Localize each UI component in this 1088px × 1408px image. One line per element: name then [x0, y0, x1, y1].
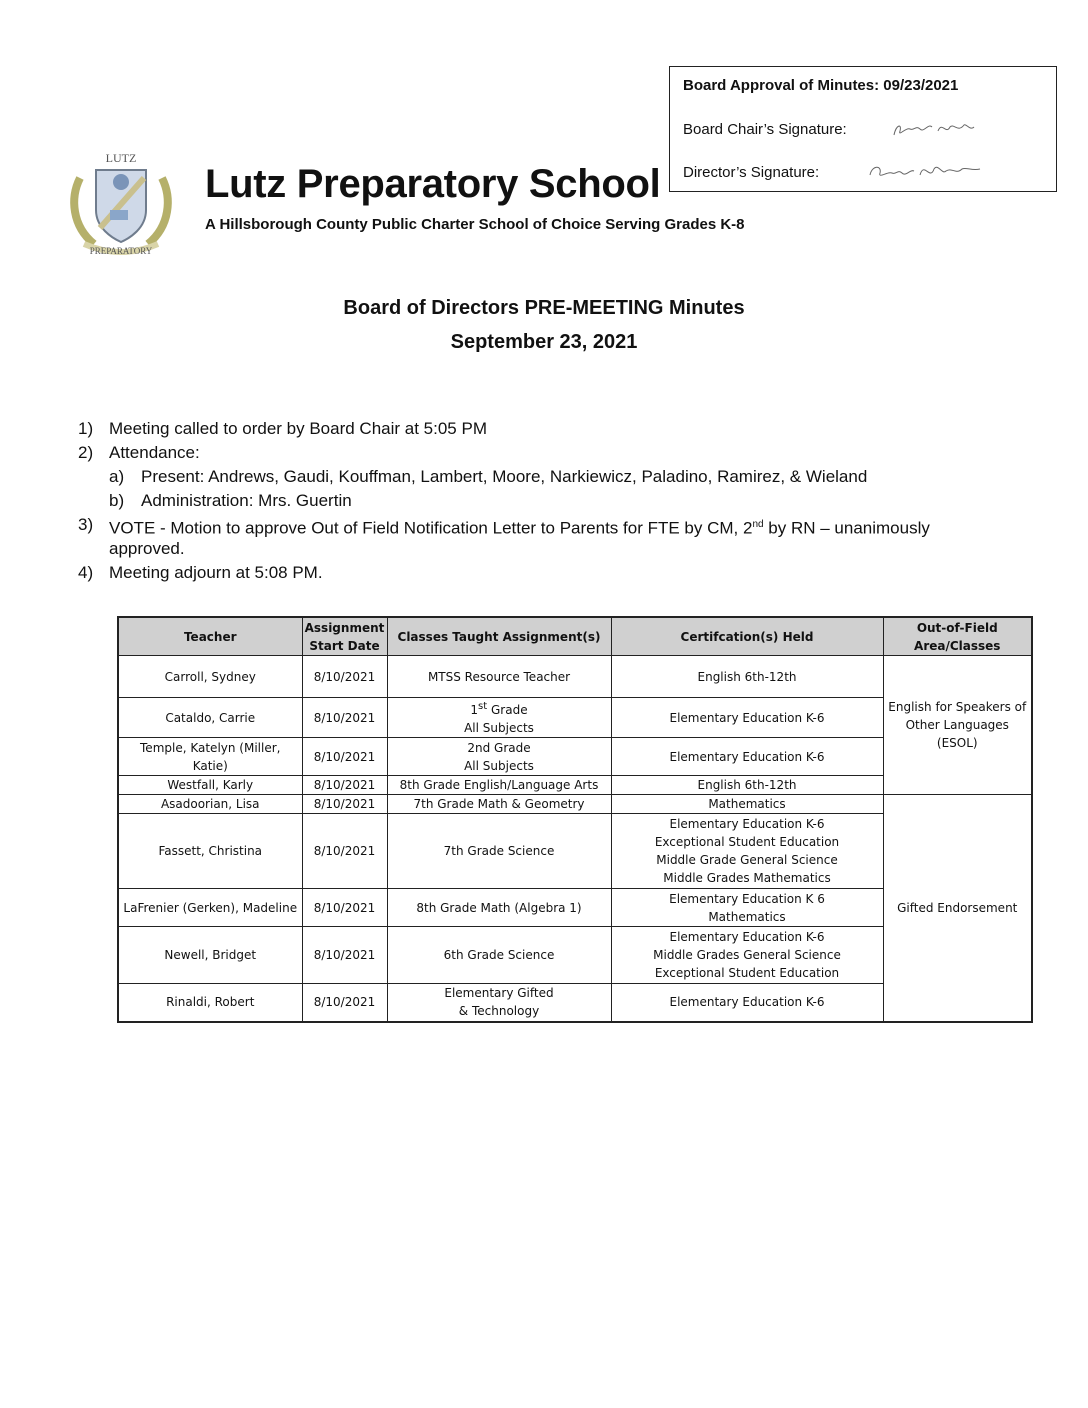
school-name: Lutz Preparatory School [205, 162, 661, 206]
cell-classes: 2nd Grade All Subjects [387, 738, 611, 776]
approval-box [669, 66, 1057, 192]
cell-date: 8/10/2021 [302, 776, 387, 795]
chair-signature-label: Board Chair’s Signature: [683, 121, 847, 138]
table-row [118, 795, 1032, 814]
cell-classes: 8th Grade English/Language Arts [387, 776, 611, 795]
approval-date-label: Board Approval of Minutes: 09/23/2021 [683, 77, 959, 94]
attendance-administration: Administration: Mrs. Guertin [141, 491, 352, 510]
cell-date: 8/10/2021 [302, 656, 387, 698]
cell-teacher: Cataldo, Carrie [118, 698, 302, 738]
cell-certs: Elementary Education K-6 [611, 698, 883, 738]
cell-teacher: Westfall, Karly [118, 776, 302, 795]
header-out-of-field: Out-of-Field Area/Classes [883, 617, 1032, 656]
sub-item-letter: a) [109, 467, 125, 486]
sub-item-letter: b) [109, 491, 125, 510]
header-start-date: Assignment Start Date [302, 617, 387, 656]
cell-teacher: Fassett, Christina [118, 814, 302, 889]
table-header-row [118, 617, 1032, 656]
header-certifications: Certifcation(s) Held [611, 617, 883, 656]
cell-certs: Elementary Education K 6 Mathematics [611, 889, 883, 927]
cell-certs: Elementary Education K-6 Exceptional Student Education Middle Grade General Science Middle Grades Mathematics [611, 814, 883, 889]
cell-teacher: Newell, Bridget [118, 927, 302, 984]
cell-date: 8/10/2021 [302, 698, 387, 738]
cell-classes: 7th Grade Math & Geometry [387, 795, 611, 814]
cell-date: 8/10/2021 [302, 738, 387, 776]
cell-out-of-field-esol: English for Speakers of Other Languages (ESOL) [883, 656, 1032, 795]
cell-teacher: Asadoorian, Lisa [118, 795, 302, 814]
cell-out-of-field-gifted: Gifted Endorsement [883, 795, 1032, 1022]
minutes-item-call-to-order: Meeting called to order by Board Chair at 5:05 PM [109, 419, 487, 438]
cell-classes: Elementary Gifted & Technology [387, 984, 611, 1022]
cell-certs: English 6th-12th [611, 776, 883, 795]
cell-classes: 8th Grade Math (Algebra 1) [387, 889, 611, 927]
cell-classes: 1st Grade All Subjects [387, 698, 611, 738]
out-of-field-table [117, 616, 1033, 1023]
item-number: 1) [78, 419, 94, 438]
director-signature-label: Director’s Signature: [683, 164, 820, 181]
header-teacher: Teacher [118, 617, 302, 656]
cell-date: 8/10/2021 [302, 927, 387, 984]
minutes-item-vote-cont: approved. [109, 539, 185, 558]
school-crest-logo [64, 148, 178, 256]
cell-teacher: Carroll, Sydney [118, 656, 302, 698]
item-number: 3) [78, 515, 94, 534]
minutes-item-attendance: Attendance: [109, 443, 200, 462]
cell-certs: Mathematics [611, 795, 883, 814]
table-row [118, 656, 1032, 698]
cell-teacher: Temple, Katelyn (Miller, Katie) [118, 738, 302, 776]
minutes-item-vote: VOTE - Motion to approve Out of Field Notification Letter to Parents for FTE by CM, 2nd by RN – unanimously [109, 518, 930, 538]
cell-certs: Elementary Education K-6 [611, 984, 883, 1022]
cell-classes: 7th Grade Science [387, 814, 611, 889]
director-signature-image [866, 159, 986, 183]
cell-date: 8/10/2021 [302, 984, 387, 1022]
item-number: 4) [78, 563, 94, 582]
attendance-present: Present: Andrews, Gaudi, Kouffman, Lambert, Moore, Narkiewicz, Paladino, Ramirez, & Wieland [141, 467, 868, 486]
cell-teacher: LaFrenier (Gerken), Madeline [118, 889, 302, 927]
document-title: Board of Directors PRE-MEETING Minutes [343, 297, 745, 319]
logo-bottom-text: PREPARATORY [89, 246, 153, 256]
school-tagline: A Hillsborough County Public Charter School of Choice Serving Grades K-8 [205, 216, 745, 233]
cell-teacher: Rinaldi, Robert [118, 984, 302, 1022]
cell-date: 8/10/2021 [302, 889, 387, 927]
logo-top-text: LUTZ [105, 151, 137, 165]
meeting-date: September 23, 2021 [450, 331, 638, 353]
cell-classes: 6th Grade Science [387, 927, 611, 984]
cell-certs: English 6th-12th [611, 656, 883, 698]
chair-signature-image [866, 117, 986, 141]
cell-classes: MTSS Resource Teacher [387, 656, 611, 698]
cell-certs: Elementary Education K-6 [611, 738, 883, 776]
cell-certs: Elementary Education K-6 Middle Grades General Science Exceptional Student Education [611, 927, 883, 984]
minutes-item-adjourn: Meeting adjourn at 5:08 PM. [109, 563, 323, 582]
header-classes: Classes Taught Assignment(s) [387, 617, 611, 656]
cell-date: 8/10/2021 [302, 814, 387, 889]
cell-date: 8/10/2021 [302, 795, 387, 814]
item-number: 2) [78, 443, 94, 462]
